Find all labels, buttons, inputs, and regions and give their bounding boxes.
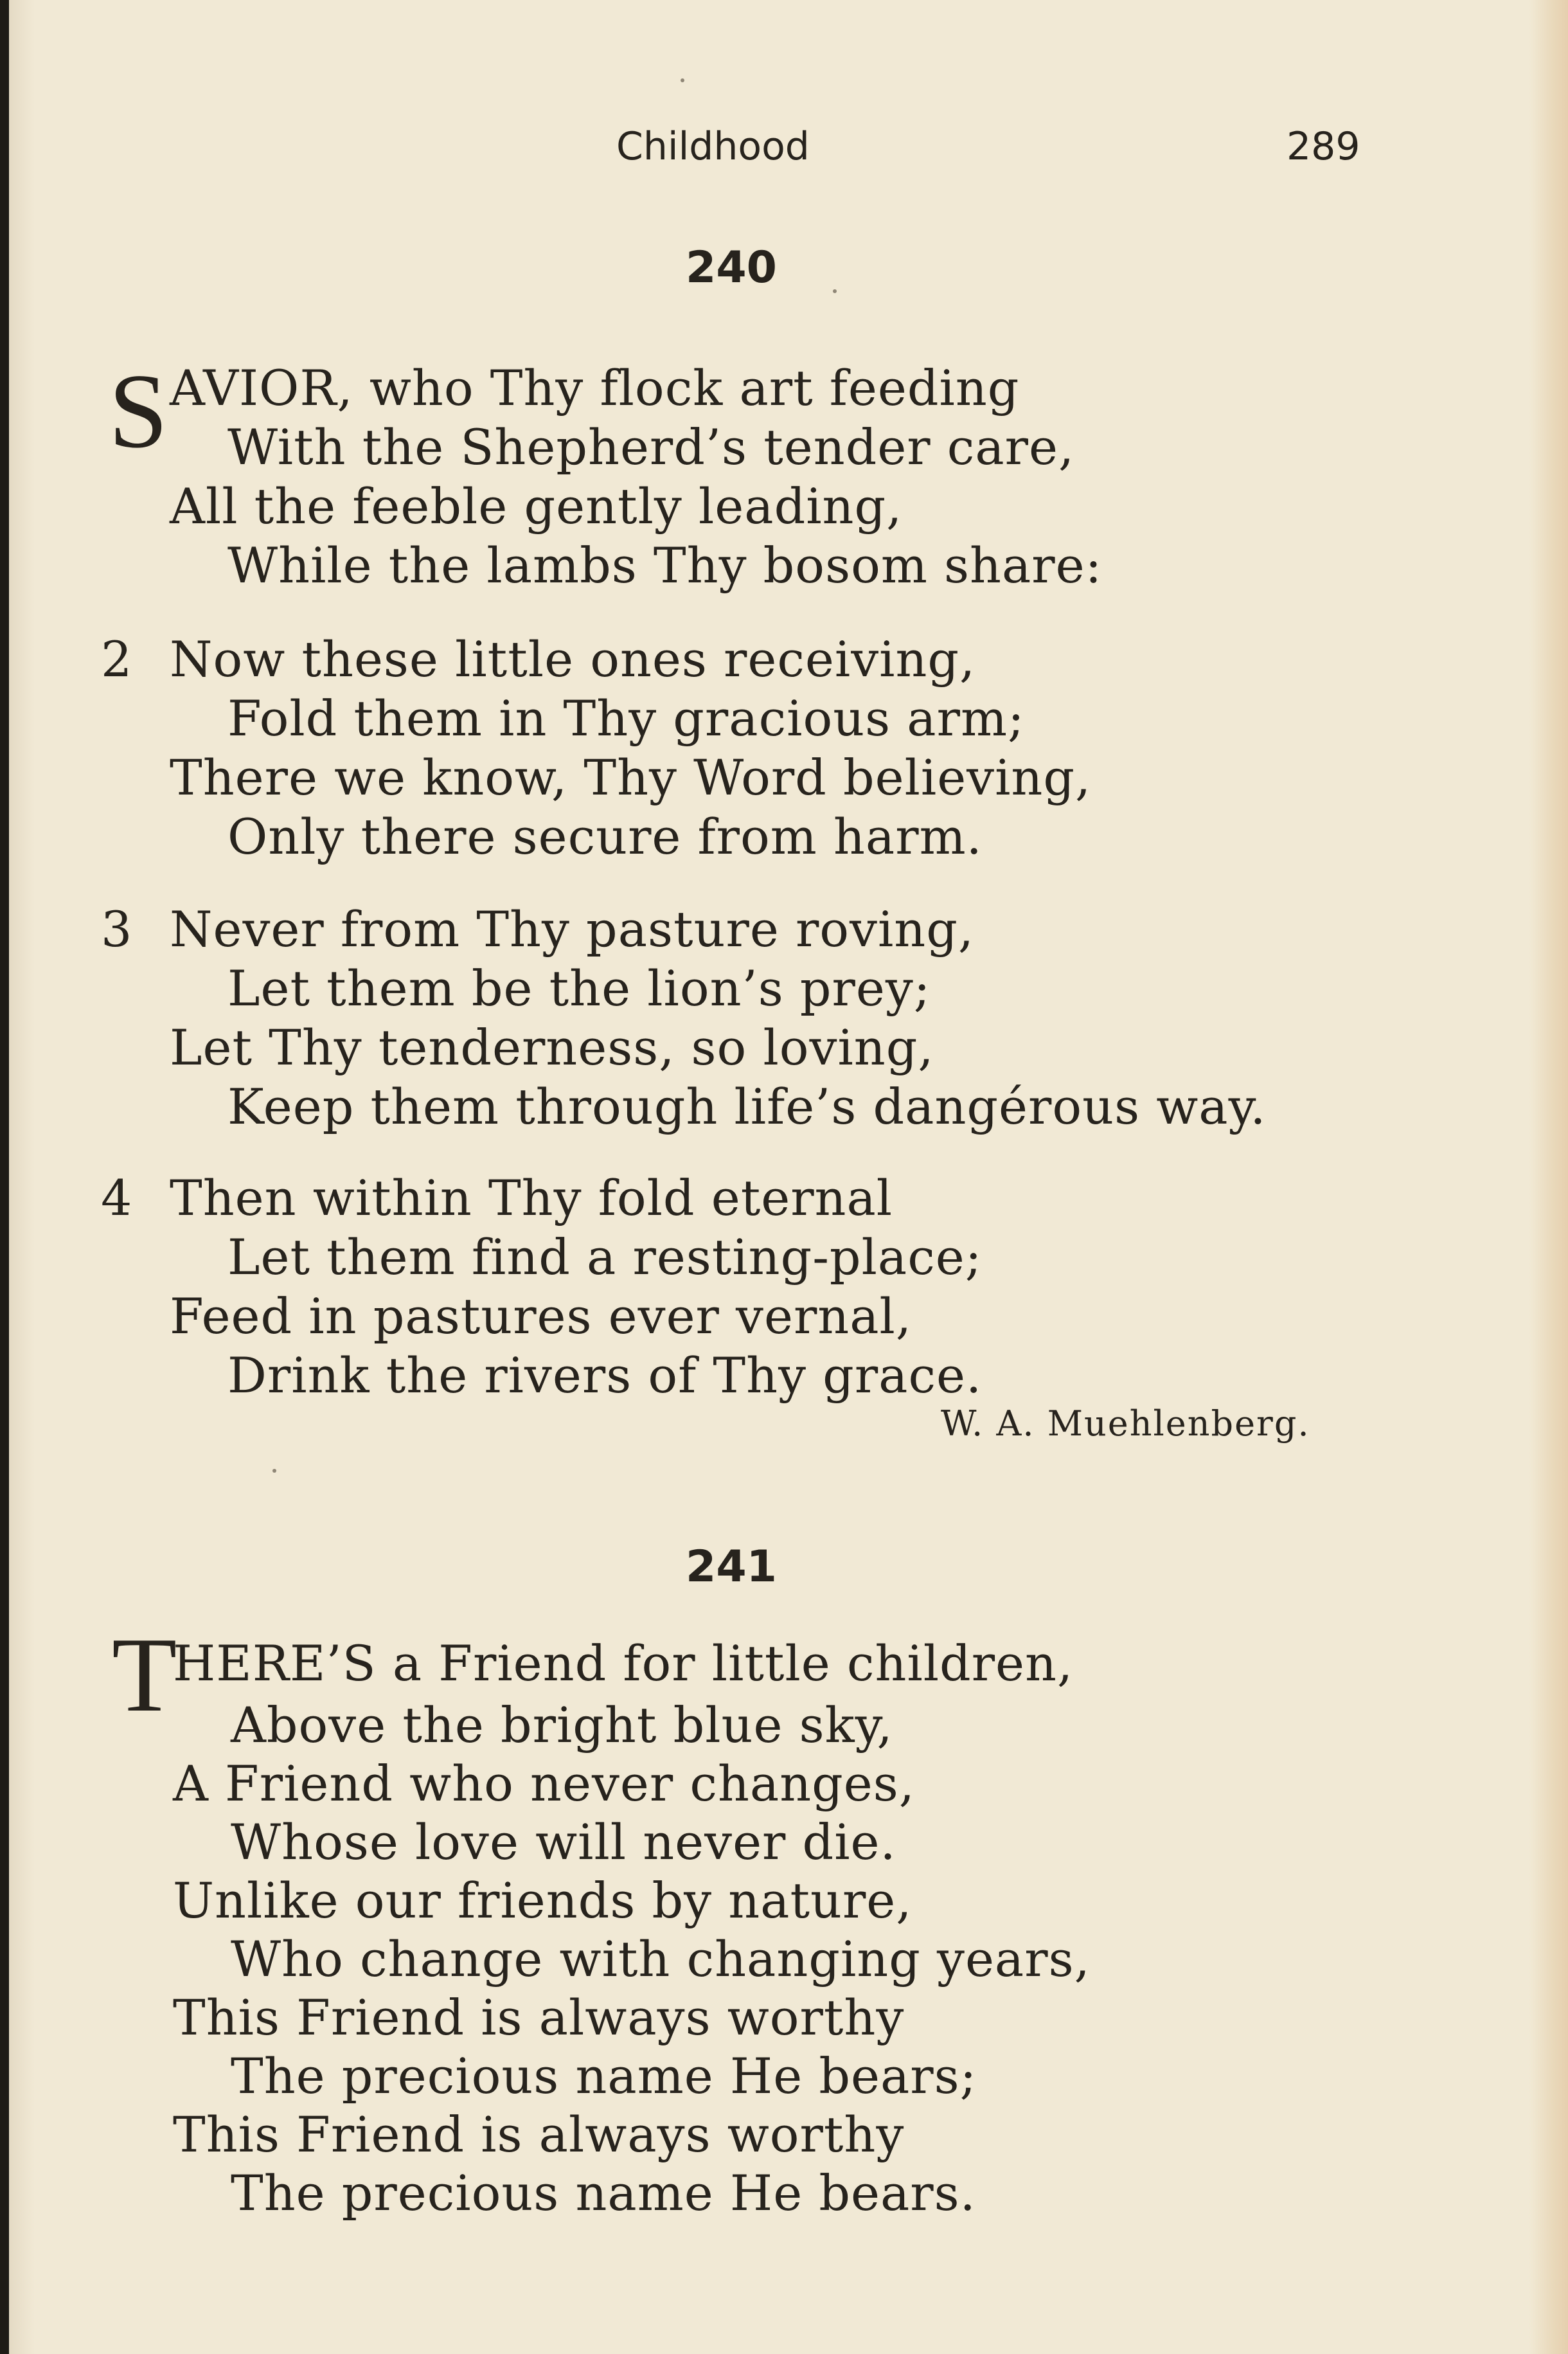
verse-line: All the feeble gently leading,: [170, 478, 903, 535]
verse-line: Keep them through life’s dangérous way.: [227, 1078, 1267, 1135]
verse-line: A Friend who never changes,: [173, 1755, 915, 1812]
scan-speck: [833, 289, 837, 293]
scan-speck: [681, 78, 684, 82]
book-page: [9, 0, 1568, 2354]
scan-speck: [272, 1469, 276, 1473]
hymn-number: 240: [686, 242, 777, 293]
running-head-title: Childhood: [616, 124, 810, 169]
verse-line: Feed in pastures ever vernal,: [170, 1288, 913, 1345]
verse-line: Then within Thy fold eternal: [170, 1169, 893, 1226]
verse-line: While the lambs Thy bosom share:: [227, 537, 1103, 594]
verse-line: Only there secure from harm.: [227, 808, 983, 865]
verse-line: Unlike our friends by nature,: [173, 1872, 913, 1929]
verse-line: The precious name He bears.: [231, 2164, 976, 2222]
stanza-number: 3: [101, 901, 132, 958]
verse-line: With the Shepherd’s tender care,: [227, 418, 1075, 476]
verse-line: HERE’S a Friend for little children,: [173, 1635, 1074, 1692]
verse-line: Who change with changing years,: [231, 1930, 1091, 1988]
verse-line: Let them find a resting-place;: [227, 1228, 983, 1286]
verse-line: Let them be the lion’s prey;: [227, 960, 931, 1017]
verse-line: Drink the rivers of Thy grace.: [227, 1347, 983, 1404]
verse-line: The precious name He bears;: [231, 2047, 977, 2105]
verse-line: There we know, Thy Word believing,: [170, 749, 1092, 806]
verse-line: Never from Thy pasture roving,: [170, 901, 975, 958]
hymn-number: 241: [686, 1541, 777, 1592]
verse-line: Whose love will never die.: [231, 1813, 896, 1871]
stanza-number: 2: [101, 631, 132, 688]
verse-line: Above the bright blue sky,: [231, 1696, 893, 1754]
verse-line: Now these little ones receiving,: [170, 631, 976, 688]
verse-line: This Friend is always worthy: [173, 2106, 905, 2163]
hymn-author: W. A. Muehlenberg.: [941, 1403, 1310, 1444]
drop-cap: S: [109, 352, 168, 470]
drop-cap: T: [112, 1615, 177, 1734]
verse-line: This Friend is always worthy: [173, 1989, 905, 2046]
verse-line: Fold them in Thy gracious arm;: [227, 690, 1025, 747]
page-number: 289: [1287, 124, 1360, 169]
stanza-number: 4: [101, 1169, 132, 1226]
verse-line: AVIOR, who Thy flock art feeding: [170, 359, 1020, 417]
verse-line: Let Thy tenderness, so loving,: [170, 1019, 934, 1076]
